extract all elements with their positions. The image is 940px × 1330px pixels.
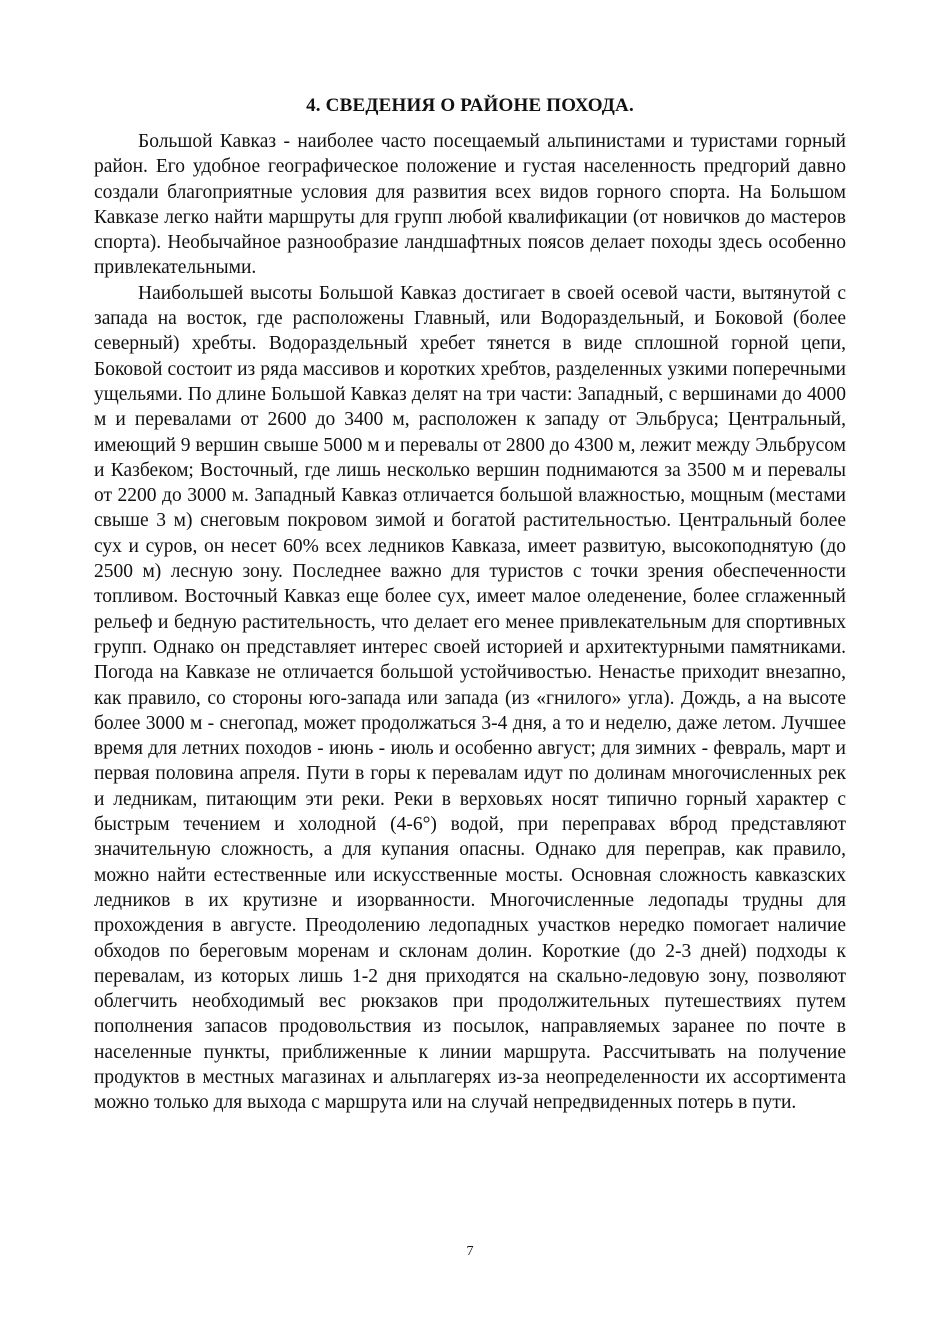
section-heading: 4. СВЕДЕНИЯ О РАЙОНЕ ПОХОДА. [306,95,634,116]
paragraph-geography: Наибольшей высоты Большой Кавказ достигает в своей осевой части, вытянутой с запада на восток, где расположены Главный, или Водораздельный, и Боковой (более северный) хребты. Водораздельный хребет тянется в виде сплошной горной цепи, Боковой состоит из ряда массивов и коротких хребтов, разделенных узкими поперечными ущельями. По длине Большой Кавказ делят на три части: Западный, с вершинами до 4000 м и перевалами от 2600 до 3400 м, расположен к западу от Эльбруса; Центральный, имеющий 9 вершин свыше 5000 м и перевалы от 2800 до 4300 м, лежит между Эльбрусом и Казбеком; Восточный, где лишь несколько вершин поднимаются за 3500 м и перевалы от 2200 до 3000 м. Западный Кавказ отличается большой влажностью, мощным (местами свыше 3 м) снеговым покровом зимой и богатой растительностью. Центральный более сух и суров, он несет 60% всех ледников Кавказа, имеет развитую, высокоподнятую (до 2500 м) лесную зону. Последнее важно для туристов с точки зрения обеспеченности топливом. Восточный Кавказ еще более сух, имеет малое оледенение, более сглаженный рельеф и бедную растительность, что делает его менее привлекательным для спортивных групп. Однако он представляет интерес своей историей и архитектурными памятниками. Погода на Кавказе не отличается большой устойчивостью. Ненастье приходит внезапно, как правило, со стороны юго-запада или запада (из «гнилого» угла). Дождь, а на высоте более 3000 м - снегопад, может продолжаться 3-4 дня, а то и неделю, даже летом. Лучшее время для летних походов - июнь - июль и особенно август; для зимних - февраль, март и первая половина апреля. Пути в горы к перевалам идут по долинам многочисленных рек и ледникам, питающим эти реки. Реки в верховьях носят типично горный характер с быстрым течением и холодной (4-6°) водой, при переправах вброд представляют значительную сложность, а для купания опасны. Однако для переправ, как правило, можно найти естественные или искусственные мосты. Основная сложность кавказских ледников в их крутизне и изорванности. Многочисленные ледопады трудны для прохождения в августе. Преодолению ледопадных участков нередко помогает наличие обходов по береговым моренам и склонам долин. Короткие (до 2-3 дней) подходы к перевалам, из которых лишь 1-2 дня приходятся на скально-ледовую зону, позволяют облегчить необходимый вес рюкзаков при продолжительных путешествиях путем пополнения запасов продовольствия из посылок, направляемых заранее по почте в населенные пункты, приближенные к линии маршрута. Рассчитывать на получение продуктов в местных магазинах и альплагерях из-за неопределенности их ассортимента можно только для выхода с маршрута или на случай непредвиденных потерь в пути. [94,282,846,1114]
body-text [94,129,846,1116]
paragraph-intro: Большой Кавказ - наиболее часто посещаемый альпинистами и туристами горный район. Его удобное географическое положение и густая населенность предгорий давно создали благоприятные условия для развития всех видов горного спорта. На Большом Кавказе легко найти маршруты для групп любой квалификации (от новичков до мастеров спорта). Необычайное разнообразие ландшафтных поясов делает походы здесь особенно привлекательными. [94,131,846,279]
page-number: 7 [466,1244,474,1259]
